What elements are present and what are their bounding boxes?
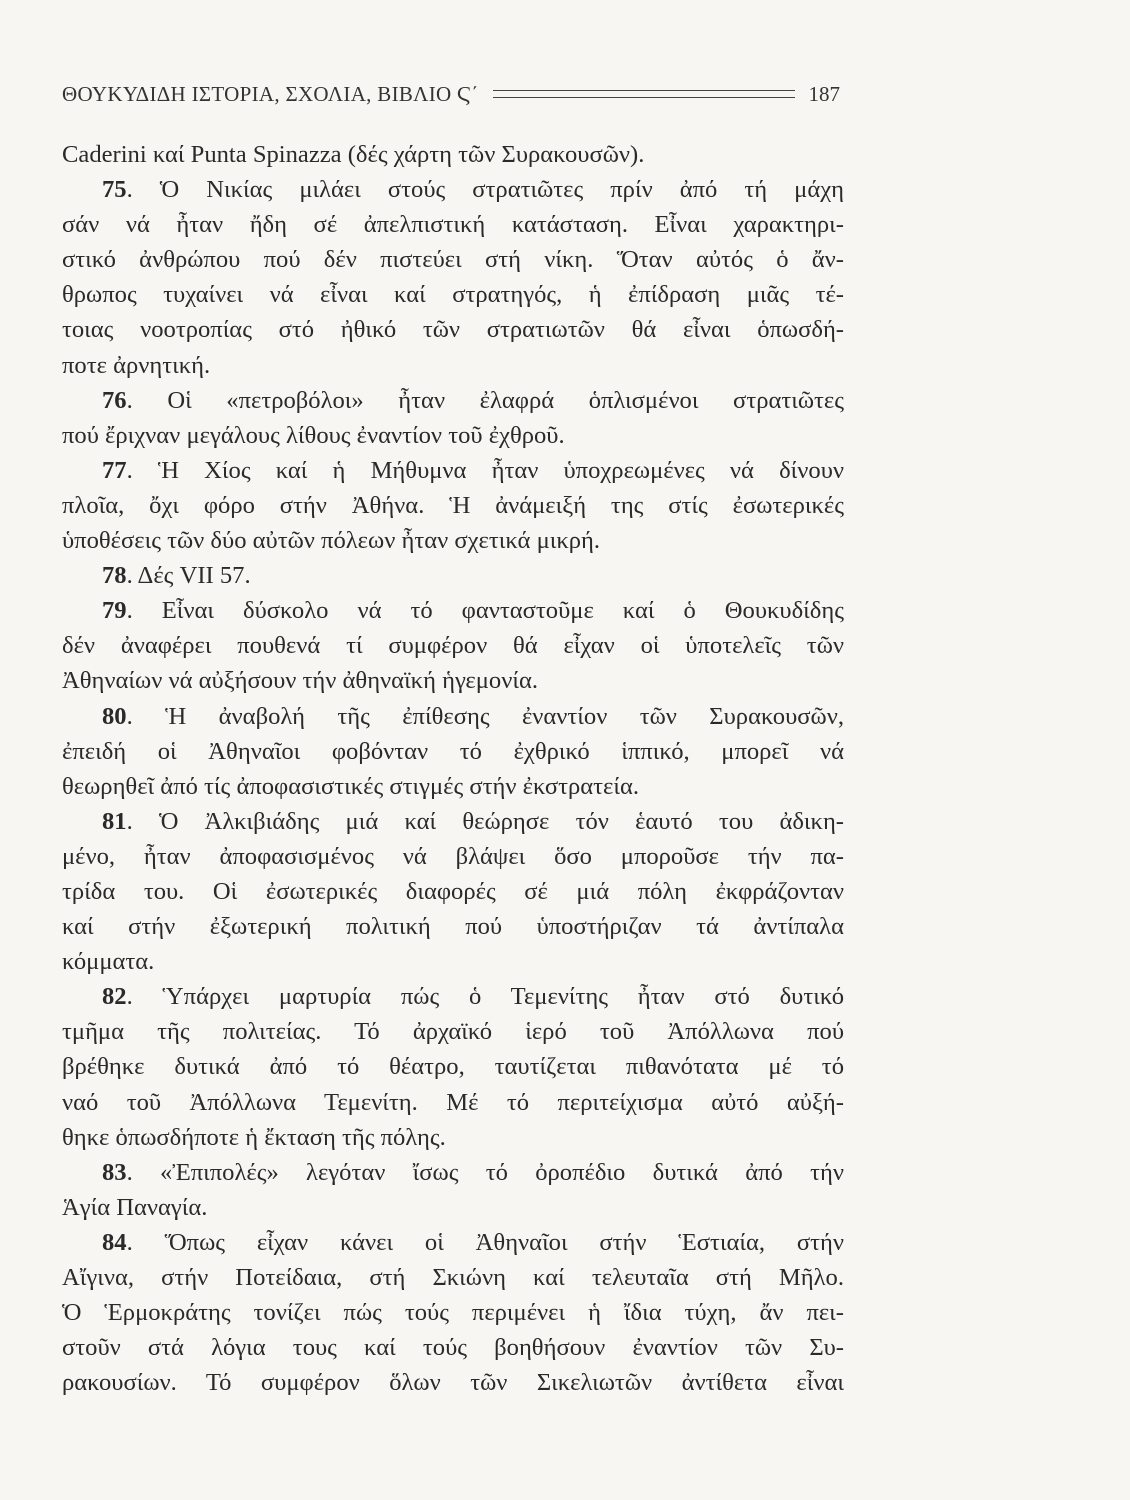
note-number: 79 bbox=[102, 597, 127, 625]
text-line bbox=[62, 1365, 844, 1400]
text-line bbox=[62, 1049, 844, 1084]
line-text: πλοῖα, ὄχι φόρο στήν Ἀθήνα. Ἡ ἀνάμειξή της στίς ἐσωτερικές bbox=[62, 491, 844, 519]
text-line bbox=[62, 312, 844, 347]
note-number: 84 bbox=[102, 1228, 127, 1256]
text-line bbox=[62, 137, 844, 172]
note-number: 77 bbox=[102, 456, 127, 484]
line-text: Ἁγία Παναγία. bbox=[62, 1193, 208, 1221]
line-text: . Ἡ Χίος καί ἡ Μήθυμνα ἦταν ὑποχρεωμένες νά δίνουν bbox=[126, 456, 844, 484]
text-line bbox=[62, 909, 844, 944]
note-line-79 bbox=[62, 593, 844, 628]
note-line-81 bbox=[62, 804, 844, 839]
line-text: δέν ἀναφέρει πουθενά τί συμφέρον θά εἶχαν οἱ ὑποτελεῖς τῶν bbox=[62, 632, 844, 660]
text-line bbox=[62, 1295, 844, 1330]
line-text: . Δές VII 57. bbox=[126, 562, 251, 590]
note-number: 78 bbox=[102, 562, 127, 590]
line-text: ποτε ἀρνητική. bbox=[62, 351, 211, 379]
line-text: τοιας νοοτροπίας στό ἠθικό τῶν στρατιωτῶν θά εἶναι ὁπωσδή- bbox=[62, 316, 844, 344]
line-text: Ὁ Ἑρμοκράτης τονίζει πώς τούς περιμένει ἡ ἴδια τύχη, ἄν πει- bbox=[62, 1299, 844, 1327]
line-text: πού ἔριχναν μεγάλους λίθους ἐναντίον τοῦ ἐχθροῦ. bbox=[62, 421, 565, 449]
note-line-84 bbox=[62, 1225, 844, 1260]
text-line bbox=[62, 277, 844, 312]
running-header bbox=[62, 76, 840, 112]
text-line bbox=[62, 242, 844, 277]
line-text: . Ὁ Νικίας μιλάει στούς στρατιῶτες πρίν ἀπό τή μάχη bbox=[126, 176, 844, 204]
note-number: 82 bbox=[102, 983, 127, 1011]
note-number: 75 bbox=[102, 176, 127, 204]
line-text: θεωρηθεῖ ἀπό τίς ἀποφασιστικές στιγμές στήν ἐκστρατεία. bbox=[62, 772, 639, 800]
page-number: 187 bbox=[808, 81, 840, 106]
text-line bbox=[62, 628, 844, 663]
note-line-80 bbox=[62, 699, 844, 734]
header-double-rule bbox=[493, 90, 795, 98]
note-line-77 bbox=[62, 453, 844, 488]
line-text: καί στήν ἐξωτερική πολιτική πού ὑποστήριζαν τά ἀντίπαλα bbox=[62, 913, 844, 941]
text-line bbox=[62, 874, 844, 909]
note-number: 80 bbox=[102, 702, 127, 730]
line-text: σάν νά ἦταν ἤδη σέ ἀπελπιστική κατάσταση. Εἶναι χαρακτηρι- bbox=[62, 211, 844, 239]
line-text: Αἴγινα, στήν Ποτείδαια, στή Σκιώνη καί τελευταῖα στή Μῆλο. bbox=[62, 1264, 844, 1291]
note-line-75 bbox=[62, 172, 844, 207]
line-text: . Ὑπάρχει μαρτυρία πώς ὁ Τεμενίτης ἦταν στό δυτικό bbox=[126, 983, 844, 1011]
line-text: . Οἱ «πετροβόλοι» ἦταν ἐλαφρά ὁπλισμένοι στρατιῶτες bbox=[126, 386, 844, 414]
line-text: . Εἶναι δύσκολο νά τό φανταστοῦμε καί ὁ Θουκυδίδης bbox=[126, 597, 844, 625]
line-text: θηκε ὁπωσδήποτε ἡ ἔκταση τῆς πόλης. bbox=[62, 1123, 446, 1151]
text-line bbox=[62, 839, 844, 874]
note-number: 76 bbox=[102, 386, 127, 414]
text-line bbox=[62, 1190, 844, 1225]
text-line bbox=[62, 769, 844, 804]
text-line bbox=[62, 418, 844, 453]
text-line bbox=[62, 348, 844, 383]
note-line-82 bbox=[62, 979, 844, 1014]
line-text: κόμματα. bbox=[62, 948, 155, 976]
text-line bbox=[62, 523, 844, 558]
text-line bbox=[62, 734, 844, 769]
text-line bbox=[62, 944, 844, 979]
line-text: ναό τοῦ Ἀπόλλωνα Τεμενίτη. Μέ τό περιτείχισμα αὐτό αὐξή- bbox=[62, 1088, 844, 1116]
text-line bbox=[62, 207, 844, 242]
line-text: στικό ἀνθρώπου πού δέν πιστεύει στή νίκη. Ὅταν αὐτός ὁ ἄν- bbox=[62, 246, 844, 274]
line-text: . Ὅπως εἶχαν κάνει οἱ Ἀθηναῖοι στήν Ἑστιαία, στήν bbox=[126, 1228, 844, 1256]
line-text: τρίδα του. Οἱ ἐσωτερικές διαφορές σέ μιά πόλη ἐκφράζονταν bbox=[62, 877, 844, 905]
note-line-83 bbox=[62, 1155, 844, 1190]
running-head-title: ΘΟΥΚΥΔΙΔΗ ΙΣΤΟΡΙΑ, ΣΧΟΛΙΑ, ΒΙΒΛΙΟ Ϛ΄ bbox=[62, 81, 479, 106]
line-text: βρέθηκε δυτικά ἀπό τό θέατρο, ταυτίζεται πιθανότατα μέ τό bbox=[62, 1053, 844, 1081]
line-text: ἐπειδή οἱ Ἀθηναῖοι φοβόνταν τό ἐχθρικό ἱππικό, μπορεῖ νά bbox=[62, 737, 844, 765]
note-number: 83 bbox=[102, 1158, 127, 1186]
note-number: 81 bbox=[102, 807, 127, 835]
note-line-78 bbox=[62, 558, 844, 593]
text-line bbox=[62, 1085, 844, 1120]
text-line bbox=[62, 1330, 844, 1365]
line-text: Caderini καί Punta Spinazza (δές χάρτη τῶν Συρακουσῶν). bbox=[62, 141, 645, 168]
note-line-76 bbox=[62, 383, 844, 418]
line-text: μένο, ἦταν ἀποφασισμένος νά βλάψει ὅσο μποροῦσε τήν πα- bbox=[62, 842, 844, 870]
text-line bbox=[62, 488, 844, 523]
line-text: ὑποθέσεις τῶν δύο αὐτῶν πόλεων ἦταν σχετικά μικρή. bbox=[62, 527, 601, 555]
text-line bbox=[62, 663, 844, 698]
line-text: στοῦν στά λόγια τους καί τούς βοηθήσουν ἐναντίον τῶν Συ- bbox=[62, 1334, 844, 1362]
line-text: θρωπος τυχαίνει νά εἶναι καί στρατηγός, ἡ ἐπίδραση μιᾶς τέ- bbox=[62, 281, 844, 309]
commentary-text bbox=[62, 137, 844, 1400]
line-text: ρακουσίων. Τό συμφέρον ὅλων τῶν Σικελιωτῶν ἀντίθετα εἶναι bbox=[62, 1369, 844, 1397]
line-text: τμῆμα τῆς πολιτείας. Τό ἀρχαϊκό ἱερό τοῦ Ἀπόλλωνα πού bbox=[62, 1018, 844, 1046]
text-line bbox=[62, 1260, 844, 1295]
line-text: . Ἡ ἀναβολή τῆς ἐπίθεσης ἐναντίον τῶν Συρακουσῶν, bbox=[126, 702, 844, 730]
text-line bbox=[62, 1120, 844, 1155]
line-text: . Ὁ Ἀλκιβιάδης μιά καί θεώρησε τόν ἑαυτό του ἀδικη- bbox=[126, 807, 844, 835]
text-line bbox=[62, 1014, 844, 1049]
line-text: Ἀθηναίων νά αὐξήσουν τήν ἀθηναϊκή ἡγεμονία. bbox=[62, 667, 538, 695]
line-text: . «Ἐπιπολές» λεγόταν ἴσως τό ὀροπέδιο δυτικά ἀπό τήν bbox=[126, 1158, 844, 1186]
